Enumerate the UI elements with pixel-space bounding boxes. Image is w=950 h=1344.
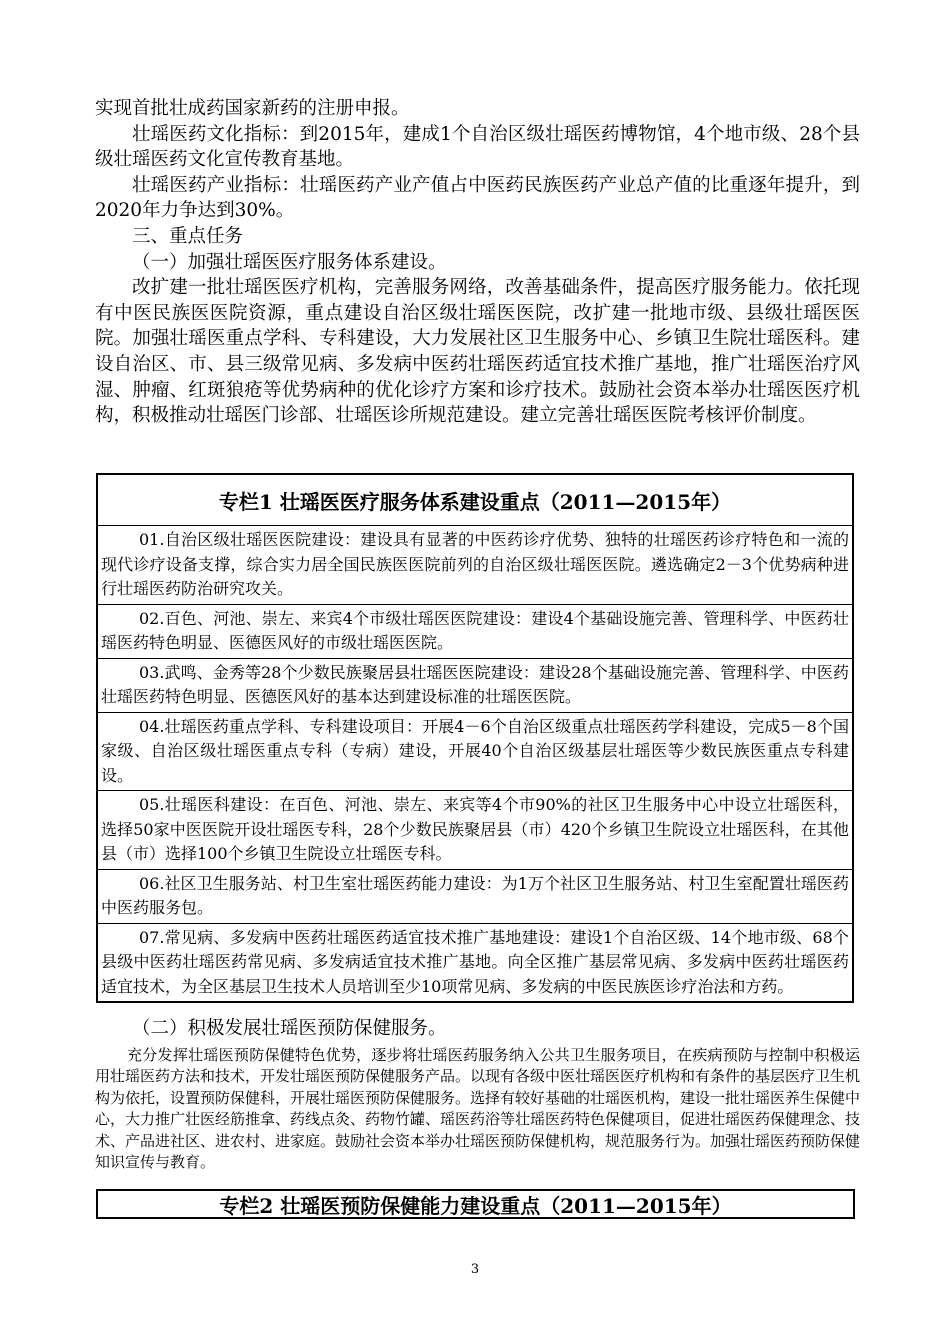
box-item (98, 870, 852, 924)
box-item-text: 07.常见病、多发病中医药壮瑶医药适宜技术推广基地建设：建设1个自治区级、14个地市级、68个县级中医药壮瑶医药常见病、多发病适宜技术推广基地。向全区推广基层常见病、多发病中医药壮瑶医药适宜技术，为全区基层卫生技术人员培训至少10项常见病、多发病的中医民族医诊疗治法和方药。 (101, 927, 849, 996)
column-box-1 (96, 473, 854, 1003)
paragraph-prevention: 充分发挥壮瑶医预防保健特色优势，逐步将壮瑶医药服务纳入公共卫生服务项目，在疾病预防与控制中积极运用壮瑶医药方法和技术，开发壮瑶医预防保健服务产品。以现有各级中医壮瑶医医疗机构和有条件的基层医疗卫生机构为依托，设置预防保健科，开展壮瑶医预防保健服务。选择有较好基础的壮瑶医机构，建设一批壮瑶医养生保健中心，大力推广壮医经筋推拿、药线点灸、药物竹罐、瑶医药浴等壮瑶医药特色保健项目，促进壮瑶医药保健理念、技术、产品进社区、进农村、进家庭。鼓励社会资本举办壮瑶医预防保健机构，规范服务行为。加强壮瑶医药预防保健知识宣传与教育。 (95, 1046, 861, 1172)
paragraph-culture-indicator: 壮瑶医药文化指标：到2015年，建成1个自治区级壮瑶医药博物馆，4个地市级、28个县级壮瑶医药文化宣传教育基地。 (95, 123, 860, 171)
subsection-heading-2: （二）积极发展壮瑶医预防保健服务。 (132, 1018, 447, 1039)
page-number: 3 (470, 1262, 480, 1277)
subsection-heading-1: （一）加强壮瑶医医疗服务体系建设。 (132, 251, 447, 273)
box-item (98, 526, 852, 605)
paragraph-medical-service: 改扩建一批壮瑶医医疗机构，完善服务网络，改善基础条件，提高医疗服务能力。依托现有中医民族医医院资源，重点建设自治区级壮瑶医医院，改扩建一批地市级、县级壮瑶医医院。加强壮瑶医重点学科、专科建设，大力发展社区卫生服务中心、乡镇卫生院壮瑶医科。建设自治区、市、县三级常见病、多发病中医药壮瑶医药适宜技术推广基地，推广壮瑶医治疗风湿、肿瘤、红斑狼疮等优势病种的优化诊疗方案和诊疗技术。鼓励社会资本举办壮瑶医医疗机构，积极推动壮瑶医门诊部、壮瑶医诊所规范建设。建立完善壮瑶医医院考核评价制度。 (95, 277, 860, 427)
box-item-text: 02.百色、河池、崇左、来宾4个市级壮瑶医医院建设：建设4个基础设施完善、管理科学、中医药壮瑶医药特色明显、医德医风好的市级壮瑶医医院。 (101, 608, 849, 652)
box-item-text: 05.壮瑶医科建设：在百色、河池、崇左、来宾等4个市90%的社区卫生服务中心中设立壮瑶医科，选择50家中医医院开设壮瑶医专科，28个少数民族聚居县（市）420个乡镇卫生院设立壮瑶医科，在其他县（市）选择100个乡镇卫生院设立壮瑶医专科。 (101, 795, 849, 863)
box-item (98, 605, 852, 659)
paragraph-industry-indicator: 壮瑶医药产业指标：壮瑶医药产业产值占中医药民族医药产业总产值的比重逐年提升，到2020年力争达到30%。 (95, 174, 860, 222)
box-item (98, 713, 852, 792)
box-item-text: 04.壮瑶医药重点学科、专科建设项目：开展4－6个自治区级重点壮瑶医药学科建设，完成5－8个国家级、自治区级壮瑶医重点专科（专病）建设，开展40个自治区级基层壮瑶医等少数民族医重点专科建设。 (101, 716, 849, 785)
box-item-text: 03.武鸣、金秀等28个少数民族聚居县壮瑶医医院建设：建设28个基础设施完善、管理科学、中医药壮瑶医药特色明显、医德医风好的基本达到建设标准的壮瑶医医院。 (101, 662, 849, 706)
column-box-2-title: 专栏2 壮瑶医预防保健能力建设重点（2011—2015年） (96, 1189, 855, 1219)
box-item-text: 06.社区卫生服务站、村卫生室壮瑶医药能力建设：为1万个社区卫生服务站、村卫生室配置壮瑶医药中医药服务包。 (101, 873, 849, 917)
column-box-1-title: 专栏1 壮瑶医医疗服务体系建设重点（2011—2015年） (98, 475, 852, 526)
box-item (98, 659, 852, 713)
box-item-text: 01.自治区级壮瑶医医院建设：建设具有显著的中医药诊疗优势、独特的壮瑶医药诊疗特色和一流的现代诊疗设备支撑，综合实力居全国民族医医院前列的自治区级壮瑶医医院。遴选确定2－3个优势病种进行壮瑶医药防治研究攻关。 (101, 530, 849, 598)
body-text-prevention (95, 1045, 860, 1173)
section-heading-key-tasks: 三、重点任务 (132, 225, 244, 247)
box-item (98, 924, 852, 1002)
paragraph-continuation: 实现首批壮成药国家新药的注册申报。 (95, 98, 410, 119)
box-item (98, 791, 852, 870)
body-text-top (95, 96, 860, 429)
subsection-heading-2-wrap (95, 1016, 860, 1042)
